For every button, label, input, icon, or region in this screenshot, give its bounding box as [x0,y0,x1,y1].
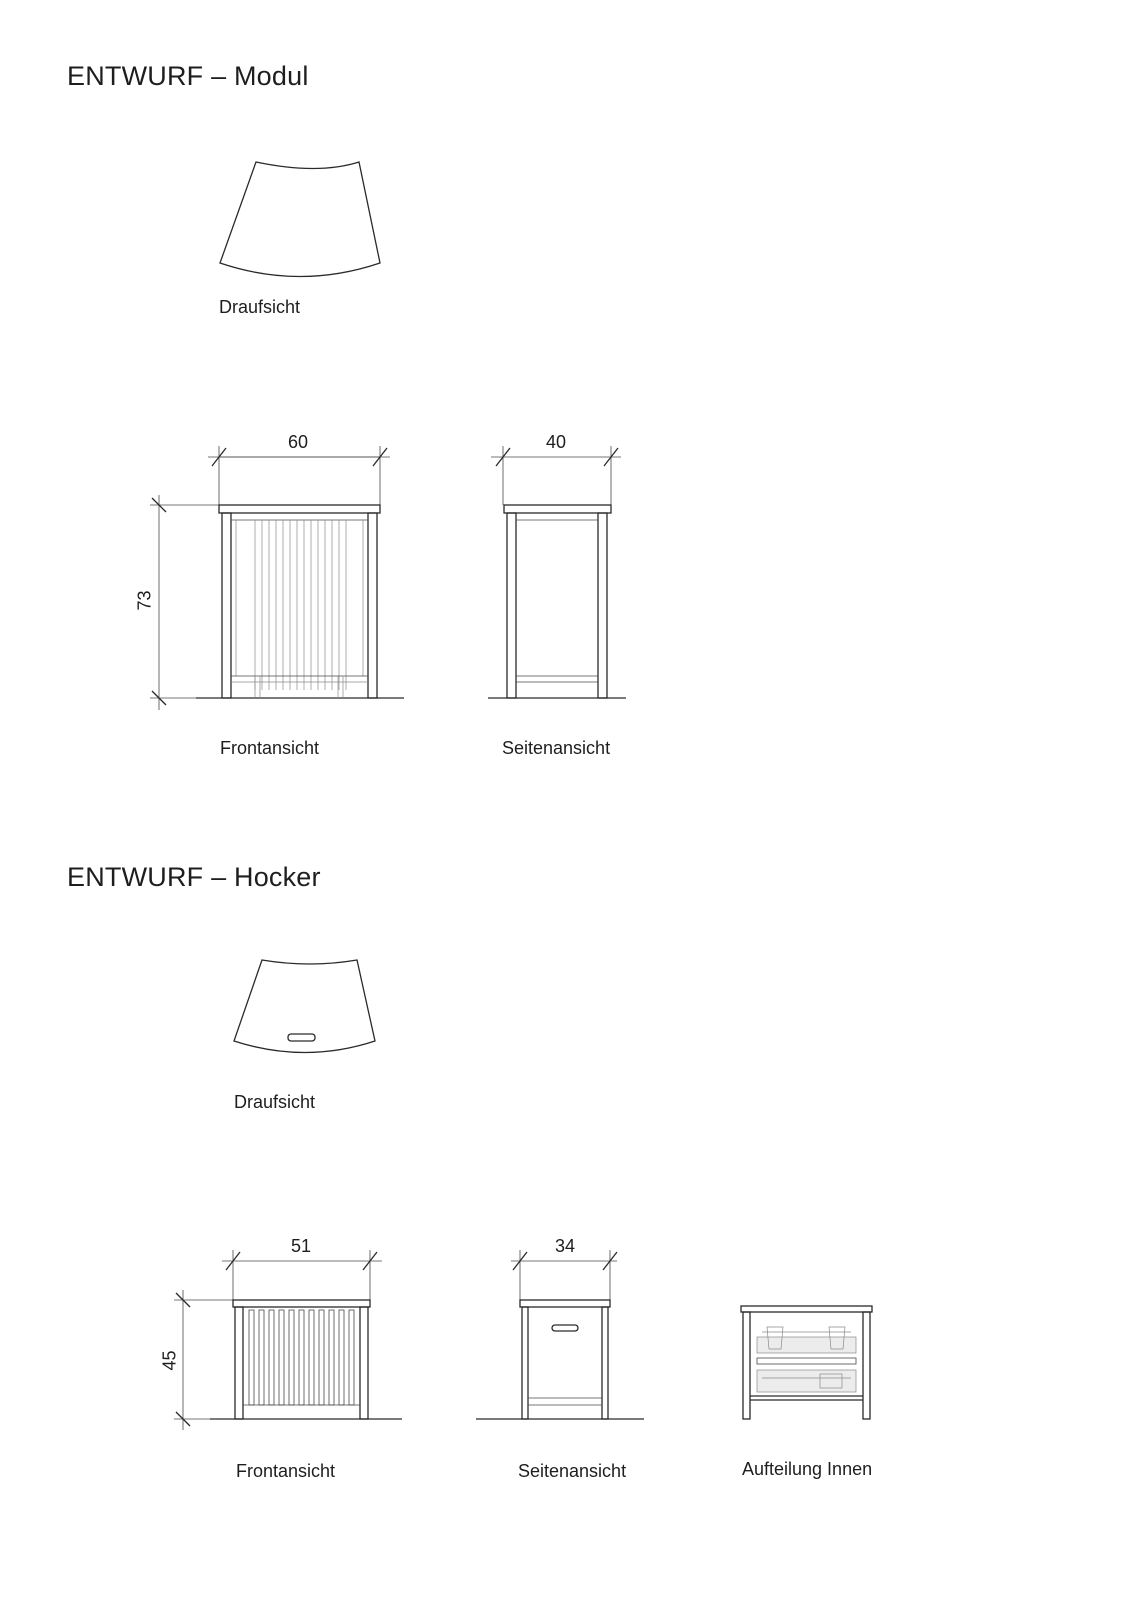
modul-height-label: 73 [134,590,155,611]
modul-front-caption: Frontansicht [220,738,320,758]
hocker-top-view-shape [234,960,375,1053]
hocker-interior-caption: Aufteilung Innen [742,1459,873,1479]
modul-top-caption: Draufsicht [219,297,301,317]
hocker-interior-view [741,1306,872,1419]
hocker-front-view [174,1250,402,1430]
modul-front-view [150,446,404,710]
hocker-front-caption: Frontansicht [236,1461,336,1481]
modul-front-width-label: 60 [288,432,309,452]
modul-side-width-label: 40 [546,432,567,452]
modul-title: ENTWURF – Modul [67,61,309,91]
hocker-front-width-label: 51 [291,1236,312,1256]
modul-side-view [488,446,626,698]
hocker-title: ENTWURF – Hocker [67,862,321,892]
hocker-top-caption: Draufsicht [234,1092,316,1112]
modul-side-caption: Seitenansicht [502,738,611,758]
hocker-side-view [476,1250,644,1419]
hocker-side-width-label: 34 [555,1236,576,1256]
hocker-height-label: 45 [159,1350,180,1371]
hocker-side-caption: Seitenansicht [518,1461,627,1481]
modul-top-view-shape [220,162,380,277]
